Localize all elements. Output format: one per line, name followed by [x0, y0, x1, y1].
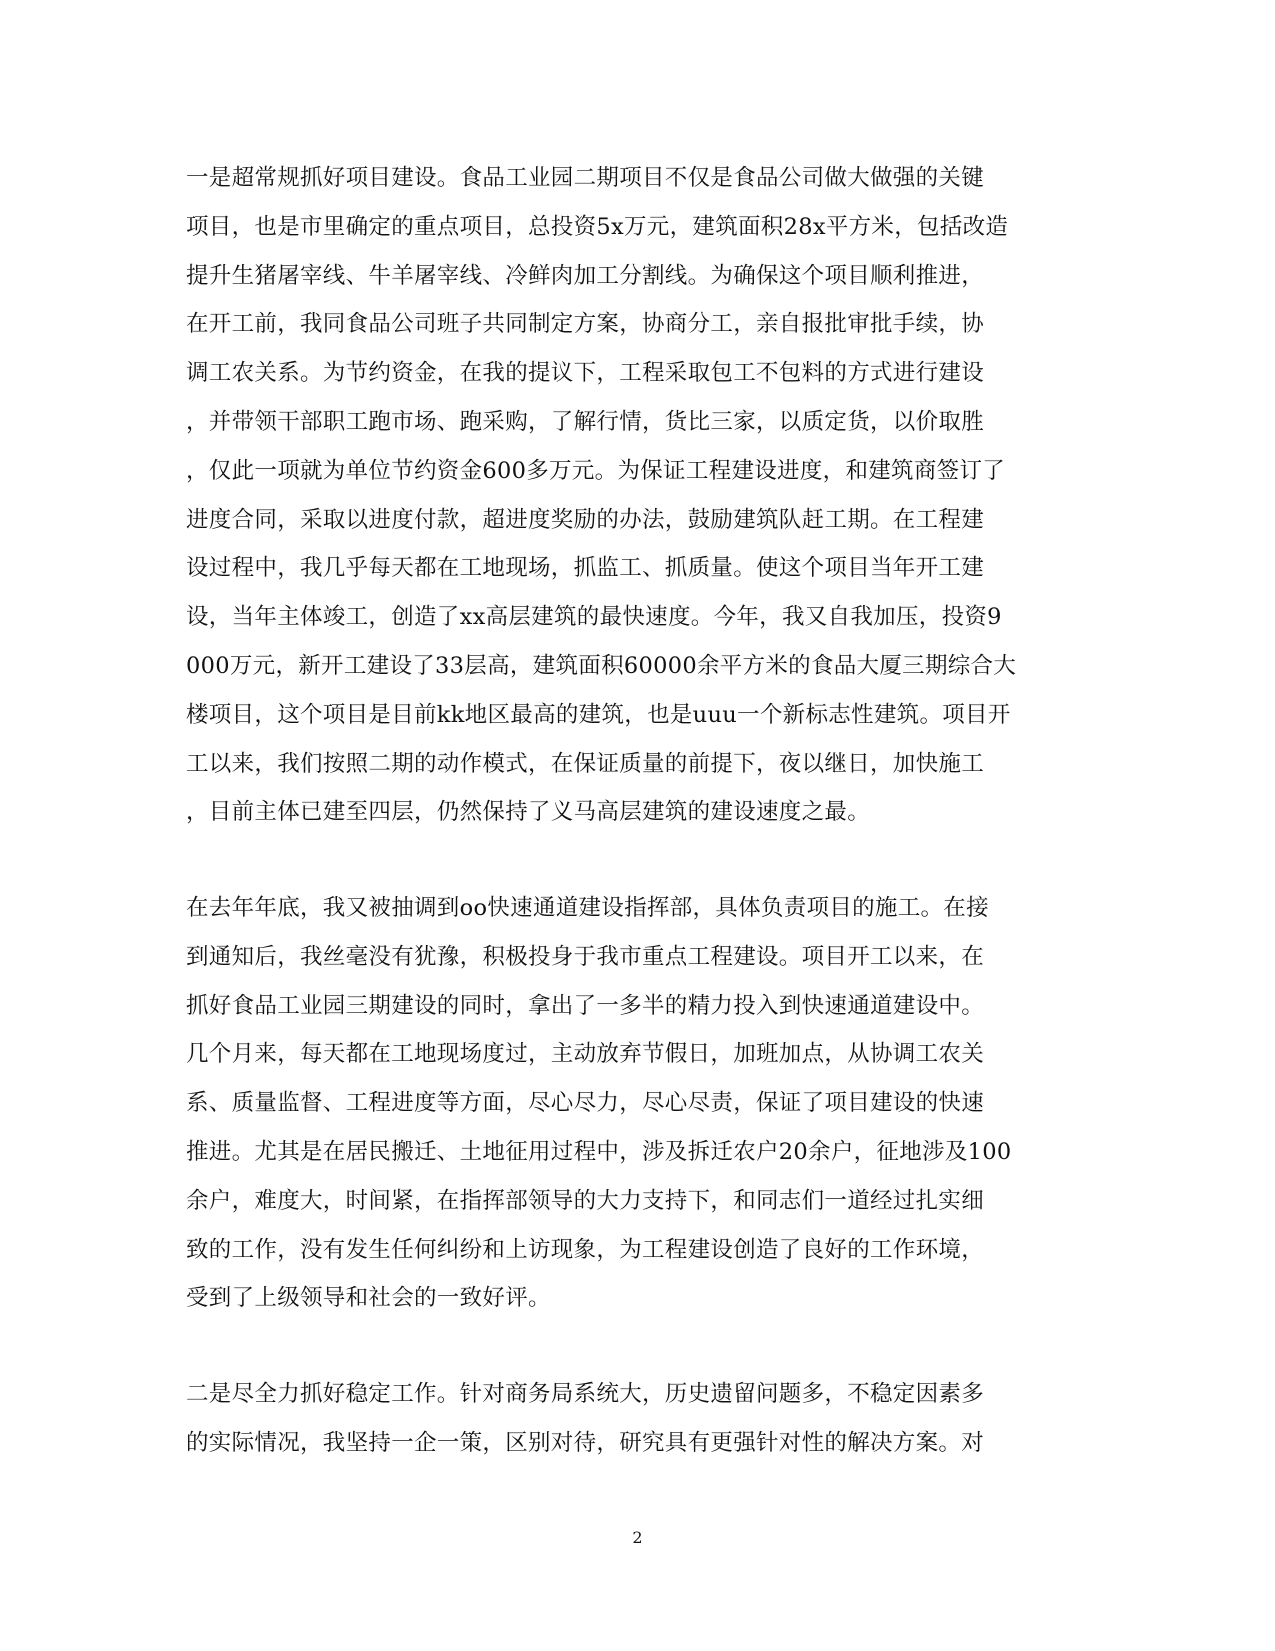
text-line: 在开工前，我同食品公司班子共同制定方案，协商分工，亲自报批审批手续，协 [186, 311, 985, 338]
page-number: 2 [632, 1528, 643, 1547]
text-line: 项目，也是市里确定的重点项目，总投资5x万元，建筑面积28x平方米，包括改造 [186, 213, 1009, 240]
text-line: 几个月来，每天都在工地现场度过，主动放弃节假日，加班加点，从协调工农关 [186, 1041, 985, 1068]
text-line: 提升生猪屠宰线、牛羊屠宰线、冷鲜肉加工分割线。为确保这个项目顺利推进， [186, 262, 985, 289]
text-line: 工以来，我们按照二期的动作模式，在保证质量的前提下，夜以继日，加快施工 [186, 750, 985, 777]
text-line: 余户，难度大，时间紧，在指挥部领导的大力支持下，和同志们一道经过扎实细 [186, 1187, 985, 1214]
text-line: ，仅此一项就为单位节约资金600多万元。为保证工程建设进度，和建筑商签订了 [186, 457, 1006, 484]
text-line: 到通知后，我丝毫没有犹豫，积极投身于我市重点工程建设。项目开工以来，在 [186, 943, 985, 970]
text-line: 调工农关系。为节约资金，在我的提议下，工程采取包工不包料的方式进行建设 [186, 360, 985, 387]
text-line: 000万元，新开工建设了33层高，建筑面积60000余平方米的食品大厦三期综合大 [186, 652, 1017, 679]
text-line: ，目前主体已建至四层，仍然保持了义马高层建筑的建设速度之最。 [186, 799, 871, 826]
paragraph-project-construction [186, 154, 1086, 837]
text-line: 推进。尤其是在居民搬迁、土地征用过程中，涉及拆迁农户20余户，征地涉及100 [186, 1138, 1012, 1165]
text-line: 受到了上级领导和社会的一致好评。 [186, 1285, 551, 1312]
text-line: 设，当年主体竣工，创造了xx高层建筑的最快速度。今年，我又自我加压，投资9 [186, 604, 1002, 631]
text-line: 二是尽全力抓好稳定工作。针对商务局系统大，历史遗留问题多，不稳定因素多 [186, 1381, 985, 1407]
text-line: 系、质量监督、工程进度等方面，尽心尽力，尽心尽责，保证了项目建设的快速 [186, 1090, 985, 1117]
text-line: 一是超常规抓好项目建设。食品工业园二期项目不仅是食品公司做大做强的关键 [186, 165, 985, 191]
text-line: 的实际情况，我坚持一企一策，区别对待，研究具有更强针对性的解决方案。对 [186, 1429, 985, 1456]
text-line: 致的工作，没有发生任何纠纷和上访现象，为工程建设创造了良好的工作环境， [186, 1236, 985, 1263]
text-line: 设过程中，我几乎每天都在工地现场，抓监工、抓质量。使这个项目当年开工建 [186, 555, 985, 582]
paragraph-expressway-command [186, 884, 1086, 1323]
text-line: 在去年年底，我又被抽调到oo快速通道建设指挥部，具体负责项目的施工。在接 [186, 895, 989, 921]
paragraph-stability-work [186, 1370, 1086, 1468]
text-line: 楼项目，这个项目是目前kk地区最高的建筑，也是uuu一个新标志性建筑。项目开 [186, 701, 1011, 728]
text-line: 进度合同，采取以进度付款，超进度奖励的办法，鼓励建筑队赶工期。在工程建 [186, 506, 985, 533]
text-line: ，并带领干部职工跑市场、跑采购，了解行情，货比三家，以质定货，以价取胜 [186, 408, 985, 435]
text-line: 抓好食品工业园三期建设的同时，拿出了一多半的精力投入到快速通道建设中。 [186, 992, 985, 1019]
